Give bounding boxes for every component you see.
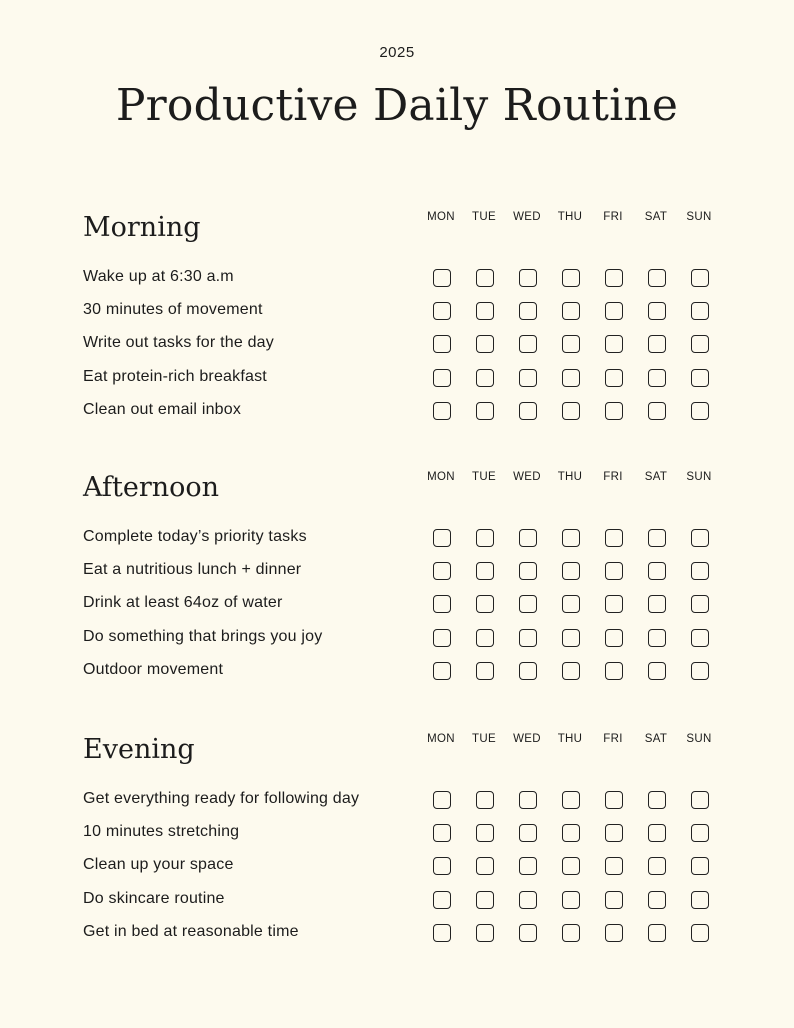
checkbox-wed[interactable] (519, 924, 537, 942)
checkbox-mon[interactable] (433, 595, 451, 613)
checkbox-sun[interactable] (691, 857, 709, 875)
checkbox-thu[interactable] (562, 629, 580, 647)
checkbox-fri[interactable] (605, 529, 623, 547)
task-label: Do skincare routine (83, 889, 225, 907)
checkbox-fri[interactable] (605, 595, 623, 613)
checkbox-mon[interactable] (433, 662, 451, 680)
checkbox-thu[interactable] (562, 891, 580, 909)
checkbox-fri[interactable] (605, 335, 623, 353)
checkbox-mon[interactable] (433, 402, 451, 420)
task-label: Eat a nutritious lunch + dinner (83, 561, 302, 579)
checkbox-wed[interactable] (519, 402, 537, 420)
checkbox-thu[interactable] (562, 269, 580, 287)
checkbox-thu[interactable] (562, 369, 580, 387)
checkbox-sat[interactable] (648, 562, 666, 580)
day-header-wed: WED (513, 471, 541, 483)
checkbox-sat[interactable] (648, 269, 666, 287)
checkbox-sun[interactable] (691, 824, 709, 842)
checkbox-wed[interactable] (519, 791, 537, 809)
checkbox-sat[interactable] (648, 335, 666, 353)
page-title: Productive Daily Routine (115, 80, 679, 131)
checkbox-thu[interactable] (562, 302, 580, 320)
task-label: 10 minutes stretching (83, 823, 240, 841)
checkbox-sat[interactable] (648, 402, 666, 420)
checkbox-sun[interactable] (691, 402, 709, 420)
checkbox-sun[interactable] (691, 335, 709, 353)
checkbox-thu[interactable] (562, 824, 580, 842)
checkbox-sat[interactable] (648, 791, 666, 809)
checkbox-sat[interactable] (648, 924, 666, 942)
checkbox-tue[interactable] (476, 335, 494, 353)
checkbox-sat[interactable] (648, 369, 666, 387)
checkbox-wed[interactable] (519, 529, 537, 547)
checkbox-sun[interactable] (691, 662, 709, 680)
checkbox-sat[interactable] (648, 529, 666, 547)
checkbox-tue[interactable] (476, 662, 494, 680)
checkbox-mon[interactable] (433, 891, 451, 909)
day-header-mon: MON (427, 733, 455, 745)
checkbox-thu[interactable] (562, 857, 580, 875)
checkbox-wed[interactable] (519, 562, 537, 580)
checkbox-mon[interactable] (433, 269, 451, 287)
checkbox-sat[interactable] (648, 662, 666, 680)
checkbox-sun[interactable] (691, 269, 709, 287)
task-label: Get everything ready for following day (83, 790, 360, 807)
task-label: Get in bed at reasonable time (83, 922, 299, 940)
checkbox-sat[interactable] (648, 857, 666, 875)
checkbox-sat[interactable] (648, 302, 666, 320)
checkbox-tue[interactable] (476, 302, 494, 320)
checkbox-tue[interactable] (476, 629, 494, 647)
year-label: 2025 (379, 44, 415, 61)
checkbox-thu[interactable] (562, 791, 580, 809)
checkbox-tue[interactable] (476, 529, 494, 547)
checkbox-mon[interactable] (433, 335, 451, 353)
checkbox-thu[interactable] (562, 402, 580, 420)
day-header-fri: FRI (603, 733, 623, 745)
day-header-sun: SUN (686, 211, 712, 223)
checkbox-fri[interactable] (605, 269, 623, 287)
task-label: Complete today’s priority tasks (83, 528, 307, 545)
day-header-sun: SUN (686, 733, 712, 745)
checkbox-wed[interactable] (519, 891, 537, 909)
checkbox-sun[interactable] (691, 629, 709, 647)
checkbox-sun[interactable] (691, 302, 709, 320)
section-title: Afternoon (83, 472, 220, 503)
day-header-mon: MON (427, 471, 455, 483)
task-label: Wake up at 6:30 a.m (83, 268, 234, 285)
checkbox-mon[interactable] (433, 629, 451, 647)
day-header-fri: FRI (603, 471, 623, 483)
checkbox-sun[interactable] (691, 562, 709, 580)
checkbox-mon[interactable] (433, 529, 451, 547)
task-label: Outdoor movement (83, 660, 224, 678)
day-header-mon: MON (427, 211, 455, 223)
checkbox-mon[interactable] (433, 924, 451, 942)
day-header-wed: WED (513, 211, 541, 223)
checkbox-thu[interactable] (562, 562, 580, 580)
checkbox-wed[interactable] (519, 662, 537, 680)
day-header-tue: TUE (472, 471, 496, 483)
task-label: Eat protein-rich breakfast (83, 367, 267, 385)
checkbox-mon[interactable] (433, 302, 451, 320)
checkbox-wed[interactable] (519, 269, 537, 287)
checkbox-fri[interactable] (605, 924, 623, 942)
checkbox-tue[interactable] (476, 857, 494, 875)
checkbox-sun[interactable] (691, 595, 709, 613)
checkbox-sat[interactable] (648, 824, 666, 842)
day-header-sun: SUN (686, 471, 712, 483)
checkbox-mon[interactable] (433, 791, 451, 809)
checkbox-fri[interactable] (605, 402, 623, 420)
day-header-tue: TUE (472, 211, 496, 223)
checkbox-fri[interactable] (605, 302, 623, 320)
checkbox-mon[interactable] (433, 369, 451, 387)
section-title: Evening (83, 734, 195, 765)
task-label: Clean out email inbox (83, 400, 242, 418)
day-header-fri: FRI (603, 211, 623, 223)
checkbox-sun[interactable] (691, 924, 709, 942)
checkbox-wed[interactable] (519, 302, 537, 320)
checkbox-sat[interactable] (648, 629, 666, 647)
checkbox-fri[interactable] (605, 369, 623, 387)
checkbox-tue[interactable] (476, 369, 494, 387)
checkbox-fri[interactable] (605, 824, 623, 842)
checkbox-thu[interactable] (562, 662, 580, 680)
checkbox-tue[interactable] (476, 824, 494, 842)
checkbox-thu[interactable] (562, 335, 580, 353)
checkbox-thu[interactable] (562, 924, 580, 942)
checkbox-tue[interactable] (476, 402, 494, 420)
checkbox-fri[interactable] (605, 629, 623, 647)
checkbox-sat[interactable] (648, 595, 666, 613)
checkbox-wed[interactable] (519, 824, 537, 842)
checkbox-tue[interactable] (476, 562, 494, 580)
checkbox-wed[interactable] (519, 335, 537, 353)
checkbox-mon[interactable] (433, 562, 451, 580)
checkbox-sun[interactable] (691, 369, 709, 387)
day-header-sat: SAT (644, 733, 668, 745)
task-label: Clean up your space (83, 856, 234, 874)
checkbox-fri[interactable] (605, 562, 623, 580)
checkbox-wed[interactable] (519, 629, 537, 647)
checkbox-fri[interactable] (605, 791, 623, 809)
day-header-thu: THU (557, 471, 583, 483)
day-header-thu: THU (557, 733, 583, 745)
checkbox-wed[interactable] (519, 369, 537, 387)
checkbox-mon[interactable] (433, 824, 451, 842)
checkbox-wed[interactable] (519, 857, 537, 875)
checkbox-fri[interactable] (605, 662, 623, 680)
task-label: Drink at least 64oz of water (83, 594, 283, 612)
day-header-wed: WED (513, 733, 541, 745)
section-title: Morning (83, 212, 201, 243)
day-header-sat: SAT (644, 211, 668, 223)
checkbox-wed[interactable] (519, 595, 537, 613)
day-header-sat: SAT (644, 471, 668, 483)
checkbox-thu[interactable] (562, 529, 580, 547)
checkbox-tue[interactable] (476, 791, 494, 809)
checkbox-tue[interactable] (476, 924, 494, 942)
checkbox-sun[interactable] (691, 891, 709, 909)
checkbox-tue[interactable] (476, 891, 494, 909)
task-label: 30 minutes of movement (83, 301, 263, 319)
day-header-tue: TUE (472, 733, 496, 745)
checkbox-mon[interactable] (433, 857, 451, 875)
task-label: Do something that brings you joy (83, 627, 323, 645)
checkbox-sun[interactable] (691, 791, 709, 809)
checkbox-sat[interactable] (648, 891, 666, 909)
day-header-thu: THU (557, 211, 583, 223)
checkbox-thu[interactable] (562, 595, 580, 613)
checkbox-sun[interactable] (691, 529, 709, 547)
checkbox-tue[interactable] (476, 595, 494, 613)
checkbox-fri[interactable] (605, 891, 623, 909)
checkbox-fri[interactable] (605, 857, 623, 875)
task-label: Write out tasks for the day (83, 334, 274, 352)
checkbox-tue[interactable] (476, 269, 494, 287)
